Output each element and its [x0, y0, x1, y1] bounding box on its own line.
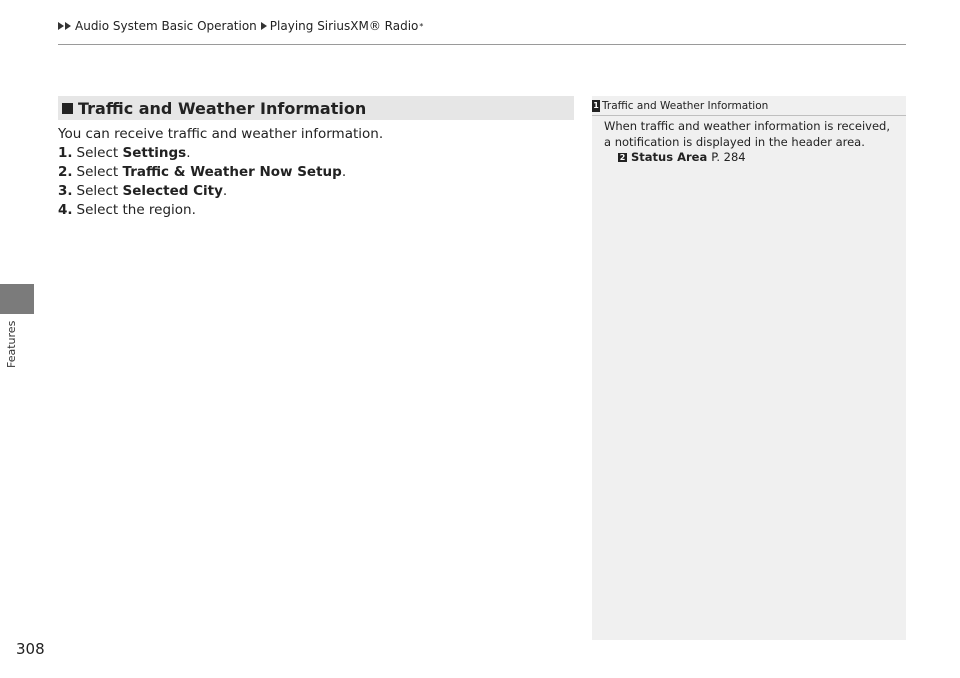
breadcrumb-arrow-icon	[58, 22, 64, 30]
step-menu-item: Selected City	[122, 183, 223, 199]
sidebar-title-row	[592, 96, 906, 116]
note-badge-icon: 1	[593, 100, 599, 110]
breadcrumb-item-audio-system[interactable]: Audio System Basic Operation	[75, 19, 257, 33]
breadcrumb-asterisk: *	[419, 21, 424, 31]
step-menu-item: Traffic & Weather Now Setup	[122, 164, 342, 180]
section-heading	[58, 96, 574, 120]
step-prefix: Select	[76, 164, 123, 180]
page-number: 308	[16, 640, 45, 658]
chapter-tab-marker	[0, 284, 34, 314]
chapter-tab-label: Features	[5, 320, 18, 368]
breadcrumb-arrow-icon	[65, 22, 71, 30]
cross-reference-label: Status Area	[631, 150, 708, 164]
step-suffix: .	[341, 164, 347, 180]
step-number: 4.	[58, 202, 73, 218]
step-suffix: .	[186, 145, 191, 161]
sidebar-body	[604, 119, 896, 166]
step-prefix: Select	[76, 145, 123, 161]
step-number: 1.	[58, 145, 73, 161]
header-divider	[58, 44, 906, 45]
cross-reference-page: P. 284	[711, 150, 746, 164]
heading-square-icon	[62, 103, 73, 114]
notes-sidebar	[592, 96, 906, 640]
step-item	[58, 201, 578, 220]
breadcrumb-separator-icon	[261, 22, 267, 30]
step-item	[58, 163, 578, 182]
cross-reference-link[interactable]	[618, 150, 896, 166]
step-number: 3.	[58, 183, 73, 199]
step-prefix: Select the region.	[76, 202, 196, 218]
step-item	[58, 144, 578, 163]
step-prefix: Select	[76, 183, 123, 199]
step-menu-item: Settings	[122, 145, 187, 161]
breadcrumb	[58, 19, 423, 33]
step-item	[58, 182, 578, 201]
step-suffix: .	[222, 183, 228, 199]
main-content	[58, 125, 578, 220]
intro-text: You can receive traffic and weather information.	[58, 126, 384, 142]
section-heading-text: Traffic and Weather Information	[78, 98, 367, 118]
sidebar-title: Traffic and Weather Information	[602, 99, 769, 112]
cross-reference-icon: 2	[619, 153, 626, 163]
sidebar-note-text: When traffic and weather information is received, a notification is displayed in the header area.	[604, 119, 890, 149]
breadcrumb-item-siriusxm[interactable]: Playing SiriusXM® Radio	[269, 19, 419, 33]
step-number: 2.	[58, 164, 73, 180]
